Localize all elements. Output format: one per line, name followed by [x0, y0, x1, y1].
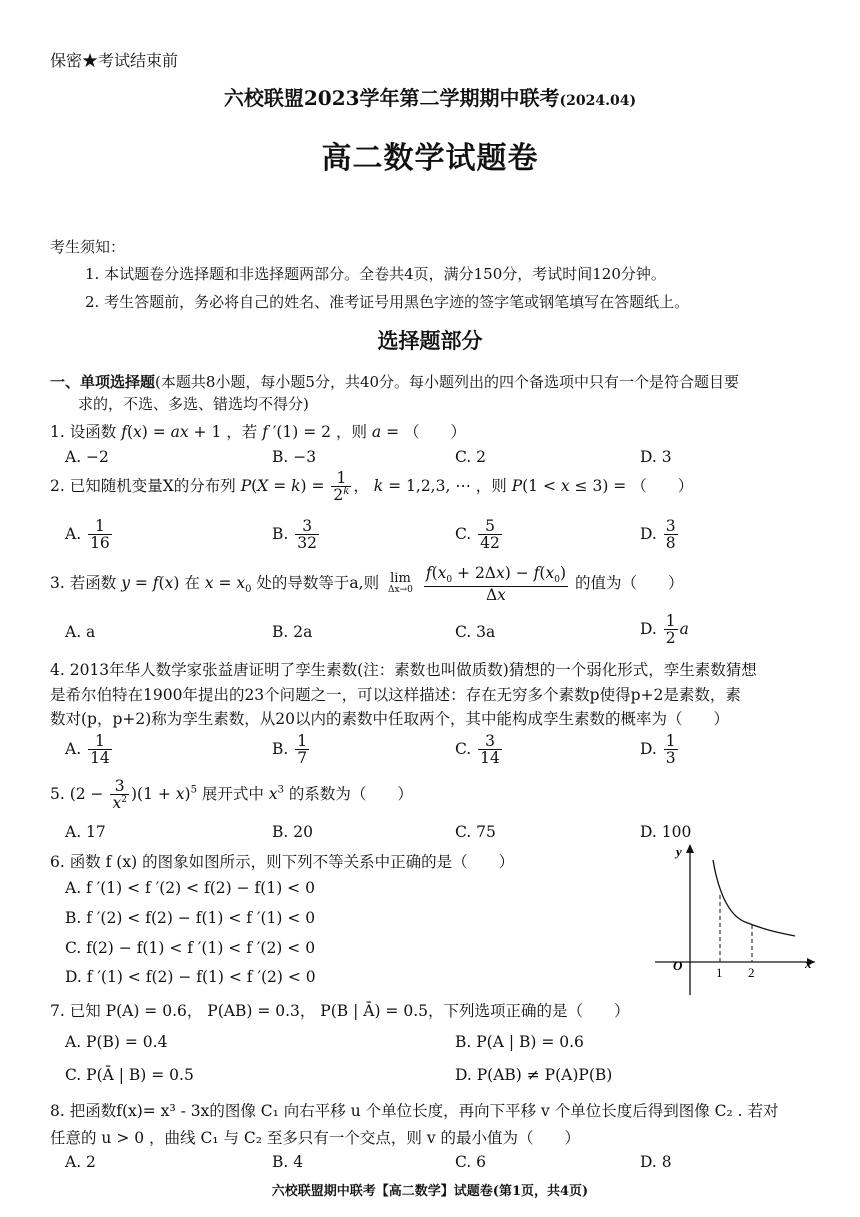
q7-option-b: B. P(A | B) = 0.6	[455, 1033, 584, 1051]
q8-option-c: C. 6	[455, 1153, 487, 1171]
q6-option-b: B. f ′(2) < f(2) − f(1) < f ′(1) < 0	[65, 909, 316, 927]
exam-title-main: 六校联盟2023学年第二学期期中联考	[223, 86, 560, 110]
q4-line-2: 是希尔伯特在1900年提出的23个问题之一，可以这样描述：存在无穷多个素数p使得p+2是素数，素	[50, 686, 741, 704]
graph-tick-2: 2	[748, 965, 755, 980]
q4-option-b: B. $\frac{1}{7}$	[272, 732, 308, 768]
q3-limit: lim Δx→0	[388, 571, 413, 595]
q5-text: 展开式中	[201, 784, 264, 803]
part-one-desc: (本题共8小题，每小题5分，共40分。每小题列出的四个备选项中只有一个是符合题目要	[155, 373, 740, 391]
section-title: 选择题部分	[377, 328, 483, 353]
question-7: 7. 已知 P(A) = 0.6， P(AB) = 0.3， P(B | Ā) = 0.5，下列选项正确的是（ ）	[50, 1002, 630, 1020]
q2-text: 已知随机变量X的分布列	[69, 476, 236, 495]
q1-option-b: B. −3	[272, 448, 317, 466]
graph-y-arrow	[686, 844, 694, 853]
q8-line-2: 任意的 u > 0 ，曲线 C₁ 与 C₂ 至多只有一个交点，则 v 的最小值为（ ）	[50, 1129, 581, 1147]
q2-fraction: $\frac{1}{2^k}$	[333, 469, 350, 505]
question-6: 6. 函数 f (x) 的图象如图所示，则下列不等关系中正确的是（ ）	[50, 853, 515, 871]
question-1: 1. 设函数 f(x) = ax + 1 ，若 f ′(1) = 2 ，则 a = （ ）	[50, 423, 466, 441]
q3-text2: 处的导数等于a,则	[256, 573, 380, 592]
q5-option-d: D. 100	[640, 823, 692, 841]
q4-line-3: 数对(p，p+2)称为孪生素数，从20以内的素数中任取两个，其中能构成孪生素数的概率为（ ）	[50, 710, 730, 728]
q4-option-a: A. $\frac{1}{14}$	[65, 732, 110, 768]
exam-subtitle: 高二数学试题卷	[321, 141, 539, 176]
q2-option-c: C. $\frac{5}{42}$	[455, 517, 500, 553]
q3-option-d: D. $\frac{1}{2}$ a	[640, 612, 689, 648]
q2-option-a: A. $\frac{1}{16}$	[65, 517, 110, 553]
q6-option-a: A. f ′(1) < f ′(2) < f(2) − f(1) < 0	[65, 879, 315, 897]
q4-option-d: D. $\frac{1}{3}$	[640, 732, 676, 768]
q2-option-b: B. $\frac{3}{32}$	[272, 517, 317, 553]
q2-number: 2.	[50, 476, 65, 495]
graph-tick-1: 1	[716, 965, 723, 980]
notice-item-2: 2. 考生答题前，务必将自己的姓名、准考证号用黑色字迹的签字笔或钢笔填写在答题纸上。	[85, 293, 690, 311]
q7-option-c: C. P(Ā | B) = 0.5	[65, 1066, 194, 1084]
q5-option-a: A. 17	[65, 823, 106, 841]
question-3: 3. 若函数 y = f(x) 在 $x = x_0$ 处的导数等于a,则 lim Δx→0 $\frac{f(x_0 + 2\Delta x) - f(x_0)}{\Delta x}$ 的值为（ ）	[50, 564, 684, 604]
question-2: 2. 已知随机变量X的分布列 P(X = k) = $\frac{1}{2^k}$ ， k = 1,2,3, ⋯ ，则 P(1 < x ≤ 3) = （ ）	[50, 469, 694, 505]
q1-option-c: C. 2	[455, 448, 487, 466]
q1-text: 设函数	[69, 423, 117, 441]
exam-title	[0, 82, 860, 111]
q5-text2: 的系数为（ ）	[288, 784, 413, 803]
graph-curve	[713, 860, 795, 936]
notice-heading: 考生须知：	[50, 238, 126, 256]
part-one-desc-cont: 求的，不选、多选、错选均不得分)	[78, 395, 309, 413]
exam-date: (2024.04)	[559, 93, 637, 109]
q8-option-d: D. 8	[640, 1153, 672, 1171]
q1-option-a: A. −2	[65, 448, 109, 466]
q4-option-c: C. $\frac{3}{14}$	[455, 732, 500, 768]
question-5: 5. (2 − $\frac{3}{x^2}$ )$(1 + x)^5$ 展开式中 $x^3$ 的系数为（ ）	[50, 777, 413, 813]
q3-text3: 的值为（ ）	[574, 573, 684, 592]
q1-number: 1.	[50, 423, 65, 441]
q3-option-a: A. a	[65, 623, 96, 641]
q5-option-b: B. 20	[272, 823, 313, 841]
part-one-label: 一、单项选择题	[50, 373, 156, 391]
q3-option-b: B. 2a	[272, 623, 313, 641]
q3-fraction: $\frac{f(x_0 + 2\Delta x) - f(x_0)}{\Delta x}$	[425, 564, 567, 604]
page-footer: 六校联盟期中联考【高二数学】试题卷(第1页，共4页)	[271, 1184, 589, 1199]
graph-origin-label: O	[673, 958, 683, 973]
q2-option-d: D. $\frac{3}{8}$	[640, 517, 676, 553]
q5-option-c: C. 75	[455, 823, 496, 841]
confidential-label: 保密★考试结束前	[50, 51, 179, 70]
q8-line-1: 8. 把函数f(x)= x³ - 3x的图像 C₁ 向右平移 u 个单位长度，再向下平移 v 个单位长度后得到图像 C₂ . 若对	[50, 1102, 779, 1120]
q3-text: 若函数	[69, 573, 117, 592]
q1-option-d: D. 3	[640, 448, 672, 466]
q4-line-1: 4. 2013年华人数学家张益唐证明了孪生素数(注：素数也叫做质数)猜想的一个弱化形式，孪生素数猜想	[50, 661, 757, 679]
q6-function-graph	[650, 840, 822, 998]
q6-option-c: C. f(2) − f(1) < f ′(1) < f ′(2) < 0	[65, 939, 316, 957]
q3-option-c: C. 3a	[455, 623, 496, 641]
q6-option-d: D. f ′(1) < f(2) − f(1) < f ′(2) < 0	[65, 968, 316, 986]
q7-option-a: A. P(B) = 0.4	[65, 1033, 168, 1051]
notice-item-1: 1. 本试题卷分选择题和非选择题两部分。全卷共4页，满分150分，考试时间120分钟。	[85, 265, 666, 283]
graph-x-label: x	[805, 956, 812, 971]
q8-option-b: B. 4	[272, 1153, 304, 1171]
q8-option-a: A. 2	[65, 1153, 96, 1171]
q7-option-d: D. P(AB) ≠ P(A)P(B)	[455, 1066, 613, 1084]
graph-y-label: y	[676, 844, 682, 859]
part-one-heading	[50, 371, 739, 392]
